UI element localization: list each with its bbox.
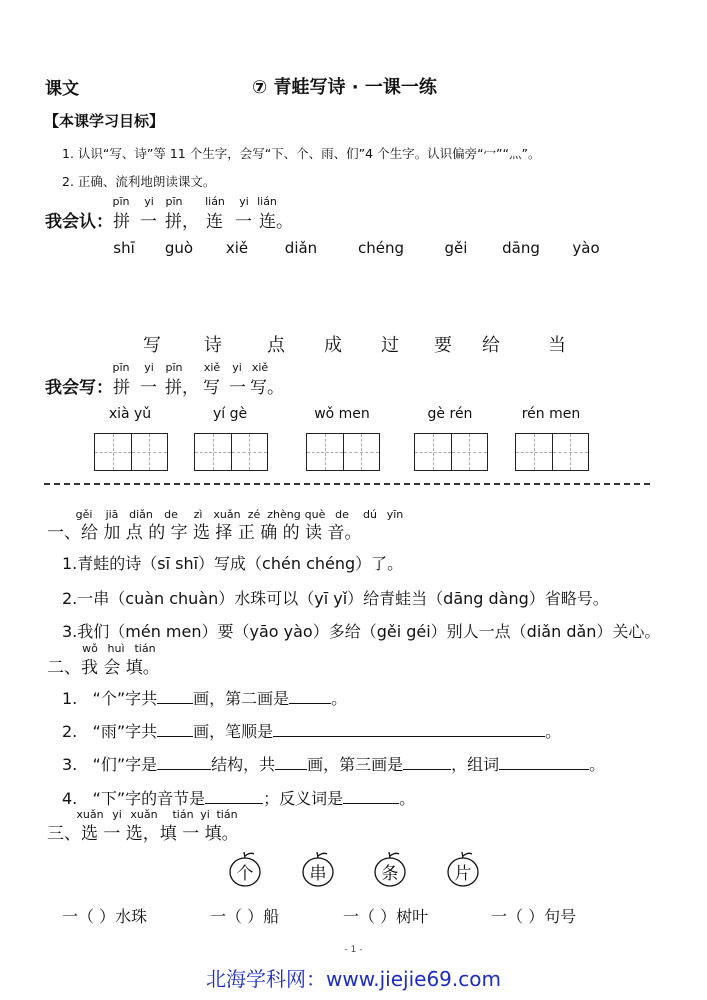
instr-char: 一 <box>235 212 252 232</box>
question-1-1: 1.青蛙的诗（sī shī）写成（chén chéng）了。 <box>62 554 404 573</box>
section-divider <box>44 483 650 485</box>
title-pinyin: jiā <box>105 508 119 521</box>
page-title: ⑦ 青蛙写诗 · 一课一练 <box>252 77 437 98</box>
title-pinyin: wǒ <box>82 642 98 655</box>
apple-label: 片 <box>454 864 472 884</box>
instr-pinyin: pīn <box>112 195 130 208</box>
title-pinyin: de <box>335 508 349 521</box>
title-pinyin: yīn <box>386 508 404 521</box>
title-pinyin: xuǎn <box>130 808 158 821</box>
apple-option[interactable] <box>227 850 263 888</box>
title-pinyin: de <box>164 508 178 521</box>
write-word-pinyin: yí gè <box>212 406 248 422</box>
apple-label: 串 <box>309 864 327 884</box>
writing-grid[interactable] <box>194 433 268 471</box>
instr-pinyin: pīn <box>112 361 130 374</box>
match-pinyin[interactable]: chéng <box>357 239 404 257</box>
q-text: ，组词 <box>451 755 500 774</box>
question-2-4 <box>62 786 415 809</box>
instr-pinyin: yi <box>239 195 249 208</box>
q-number: 2. <box>62 722 78 741</box>
instr-pinyin: lián <box>205 195 225 208</box>
writing-grid[interactable] <box>94 433 168 471</box>
match-char[interactable]: 过 <box>381 335 399 356</box>
instr-pinyin: pīn <box>165 361 183 374</box>
match-char[interactable]: 要 <box>434 335 452 356</box>
goals-heading: 【本课学习目标】 <box>44 112 165 130</box>
match-char[interactable]: 给 <box>482 335 500 356</box>
match-pinyin[interactable]: guò <box>164 239 194 257</box>
write-word-pinyin: rén men <box>521 406 581 422</box>
q-text: 画，笔顺是 <box>193 722 274 741</box>
instr-pinyin: xiě <box>251 361 269 374</box>
q-text: 。 <box>399 789 416 808</box>
q-text: 。 <box>331 689 348 708</box>
section2-title: 二、我 会 填。 <box>47 658 160 678</box>
match-pinyin[interactable]: diǎn <box>284 239 318 257</box>
write-word-pinyin: gè rén <box>427 406 473 422</box>
instr-char: 一 <box>140 212 157 232</box>
title-pinyin: xuǎn <box>76 808 104 821</box>
answer-blank[interactable] <box>343 787 399 804</box>
title-pinyin: dú <box>363 508 377 521</box>
instr-pinyin: pīn <box>165 195 183 208</box>
title-pinyin: zé <box>247 508 261 521</box>
match-pinyin[interactable]: gěi <box>444 239 468 257</box>
q-text: “个”字共 <box>92 689 158 708</box>
title-pinyin: yi <box>112 808 122 821</box>
question-2-1 <box>62 686 347 709</box>
section1-title: 一、给 加 点 的 字 选 择 正 确 的 读 音。 <box>47 523 362 543</box>
page-number: - 1 - <box>344 945 363 955</box>
lesson-label: 课文 <box>45 79 79 99</box>
instr-char: 拼 <box>113 212 130 232</box>
match-char[interactable]: 成 <box>324 335 342 356</box>
apple-option[interactable] <box>372 850 408 888</box>
apple-option[interactable] <box>445 850 481 888</box>
match-pinyin[interactable]: xiě <box>225 239 249 257</box>
instr-char: 拼， <box>165 212 199 232</box>
instr-char: 连。 <box>259 212 293 232</box>
write-word-pinyin: xià yǔ <box>108 406 152 422</box>
title-pinyin: tián <box>172 808 194 821</box>
match-char[interactable]: 当 <box>548 335 566 356</box>
instr-char: 写 <box>203 378 220 398</box>
watermark: 北海学科网：www.jiejie69.com <box>206 967 501 991</box>
writing-grid[interactable] <box>306 433 380 471</box>
q-text: 。 <box>545 722 562 741</box>
title-pinyin: huì <box>107 642 125 655</box>
q-number: 3. <box>62 755 78 774</box>
goal-item: 2. 正确、流利地朗读课文。 <box>62 174 216 189</box>
answer-blank[interactable] <box>403 753 451 770</box>
answer-blank[interactable] <box>273 720 545 737</box>
q-text: “下”字的音节是 <box>92 789 206 808</box>
q-text: “们”字是 <box>92 755 158 774</box>
title-pinyin: zhèng <box>267 508 301 521</box>
recognize-label: 我会认： <box>45 212 113 232</box>
apple-label: 条 <box>381 864 399 884</box>
instr-char: 拼， <box>165 378 199 398</box>
instr-pinyin: xiě <box>203 361 221 374</box>
q-text: “雨”字共 <box>92 722 158 741</box>
title-pinyin: tián <box>216 808 238 821</box>
q-text: ；反义词是 <box>263 789 344 808</box>
goal-item: 1. 认识“写、诗”等 11 个生字，会写“下、个、雨、们”4 个生字。认识偏旁“冖”“灬”。 <box>62 146 541 161</box>
q-text: 画，第三画是 <box>307 755 404 774</box>
title-pinyin: zì <box>193 508 203 521</box>
title-pinyin: tián <box>134 642 156 655</box>
q-number: 4. <box>62 789 78 808</box>
fill-item[interactable]: 一（ ）水珠 <box>62 907 148 926</box>
answer-blank[interactable] <box>157 753 211 770</box>
match-pinyin[interactable]: shī <box>113 239 135 257</box>
q-text: 。 <box>589 755 606 774</box>
question-2-3 <box>62 752 605 775</box>
match-pinyin[interactable]: dāng <box>502 239 540 257</box>
write-word-pinyin: wǒ men <box>314 406 370 422</box>
fill-item[interactable]: 一（ ）句号 <box>491 907 577 926</box>
title-pinyin: gěi <box>75 508 93 521</box>
title-pinyin: yi <box>200 808 210 821</box>
answer-blank[interactable] <box>205 787 263 804</box>
apple-label: 个 <box>236 864 254 884</box>
instr-char: 一 <box>229 378 246 398</box>
answer-blank[interactable] <box>157 687 193 704</box>
match-char[interactable]: 点 <box>267 335 285 356</box>
answer-blank[interactable] <box>275 753 307 770</box>
instr-char: 一 <box>140 378 157 398</box>
instr-char: 连 <box>206 212 223 232</box>
q-text: 结构，共 <box>211 755 276 774</box>
answer-blank[interactable] <box>289 687 331 704</box>
instr-pinyin: yi <box>144 195 154 208</box>
title-pinyin: què <box>304 508 326 521</box>
title-pinyin: xuǎn <box>213 508 241 521</box>
writing-grid[interactable] <box>414 433 488 471</box>
match-pinyin[interactable]: yào <box>572 239 600 257</box>
match-char[interactable]: 写 <box>143 335 161 356</box>
section3-title: 三、选 一 选，填 一 填。 <box>47 824 239 844</box>
instr-pinyin: yi <box>144 361 154 374</box>
answer-blank[interactable] <box>499 753 589 770</box>
fill-item[interactable]: 一（ ）船 <box>210 907 280 926</box>
answer-blank[interactable] <box>157 720 193 737</box>
write-label: 我会写： <box>45 378 113 398</box>
apple-option[interactable] <box>300 850 336 888</box>
fill-item[interactable]: 一（ ）树叶 <box>343 907 429 926</box>
title-pinyin: diǎn <box>129 508 153 521</box>
q-text: 画，第二画是 <box>193 689 290 708</box>
question-2-2 <box>62 719 561 742</box>
instr-pinyin: yi <box>232 361 242 374</box>
instr-pinyin: lián <box>257 195 277 208</box>
question-1-3: 3.我们（mén men）要（yāo yào）多给（gěi géi）别人一点（diǎn dǎn）关心。 <box>62 622 661 641</box>
q-number: 1. <box>62 689 78 708</box>
instr-char: 写。 <box>250 378 284 398</box>
question-1-2: 2.一串（cuàn chuàn）水珠可以（yī yǐ）给青蛙当（dāng dàng）省略号。 <box>62 589 609 608</box>
instr-char: 拼 <box>113 378 130 398</box>
match-char[interactable]: 诗 <box>204 335 222 356</box>
writing-grid[interactable] <box>515 433 589 471</box>
